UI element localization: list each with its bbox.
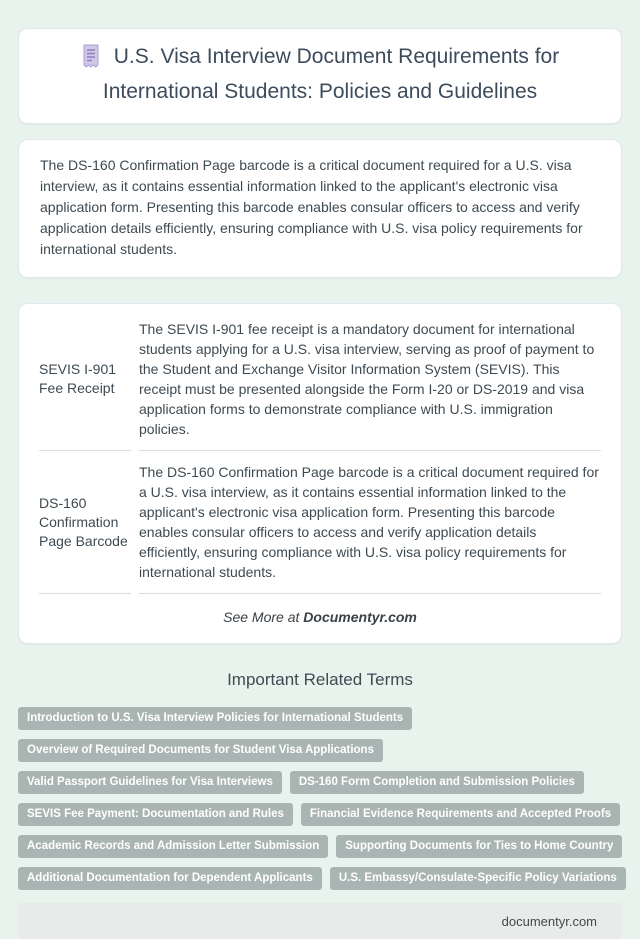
related-term-tag[interactable]: Introduction to U.S. Visa Interview Policies for International Students bbox=[18, 707, 412, 730]
related-term-tag[interactable]: Financial Evidence Requirements and Accepted Proofs bbox=[301, 803, 620, 826]
document-name-cell: SEVIS I-901 Fee Receipt bbox=[39, 308, 131, 451]
see-more-prefix: See More at bbox=[223, 609, 300, 625]
related-term-tag[interactable]: Academic Records and Admission Letter Submission bbox=[18, 835, 328, 858]
related-term-tag[interactable]: Valid Passport Guidelines for Visa Interviews bbox=[18, 771, 282, 794]
related-term-tag[interactable]: U.S. Embassy/Consulate-Specific Policy Variations bbox=[330, 867, 626, 890]
tag-row bbox=[18, 771, 622, 794]
related-term-tag[interactable]: Additional Documentation for Dependent Applicants bbox=[18, 867, 322, 890]
see-more-site-link[interactable]: Documentyr.com bbox=[303, 609, 417, 625]
receipt-icon bbox=[81, 44, 101, 77]
header-card bbox=[18, 28, 622, 124]
related-term-tag[interactable]: DS-160 Form Completion and Submission Policies bbox=[290, 771, 584, 794]
footer-bar bbox=[18, 903, 622, 939]
related-terms-heading: Important Related Terms bbox=[227, 670, 413, 689]
footer-site-link[interactable]: documentyr.com bbox=[501, 913, 597, 929]
page-title-text: U.S. Visa Interview Document Requirements for International Students: Policies and Guidelines bbox=[102, 45, 560, 103]
see-more-text bbox=[31, 609, 609, 625]
tag-row bbox=[18, 707, 622, 730]
documents-card bbox=[18, 303, 622, 644]
document-name-cell: DS-160 Confirmation Page Barcode bbox=[39, 451, 131, 594]
tag-row bbox=[18, 739, 622, 762]
tag-row bbox=[18, 803, 622, 826]
documents-table bbox=[31, 308, 609, 594]
related-terms-list bbox=[18, 707, 622, 890]
tag-row bbox=[18, 867, 622, 890]
document-row bbox=[39, 451, 601, 594]
related-term-tag[interactable]: Overview of Required Documents for Student Visa Applications bbox=[18, 739, 383, 762]
document-description-cell: The DS-160 Confirmation Page barcode is a critical document required for a U.S. visa interview, as it contains essential information linked to the applicant's electronic visa application form. Presenting this barcode enables consular officers to access and verify application details efficiently, ensuring compliance with U.S. visa policy requirements for international students. bbox=[139, 451, 601, 594]
page-title bbox=[45, 42, 595, 107]
related-term-tag[interactable]: Supporting Documents for Ties to Home Country bbox=[336, 835, 622, 858]
tag-row bbox=[18, 835, 622, 858]
document-description-cell: The SEVIS I-901 fee receipt is a mandatory document for international students applying for a U.S. visa interview, serving as proof of payment to the Student and Exchange Visitor Information System (SEVIS). This receipt must be presented alongside the Form I-20 or DS-2019 and visa application forms to demonstrate compliance with U.S. immigration policies. bbox=[139, 308, 601, 451]
intro-text: The DS-160 Confirmation Page barcode is a critical document required for a U.S. visa interview, as it contains essential information linked to the applicant's electronic visa application form. Presenting this barcode enables consular officers to access and verify application details efficiently, ensuring compliance with U.S. visa policy requirements for international students. bbox=[40, 157, 583, 257]
intro-card bbox=[18, 139, 622, 278]
document-row bbox=[39, 308, 601, 451]
related-term-tag[interactable]: SEVIS Fee Payment: Documentation and Rules bbox=[18, 803, 293, 826]
